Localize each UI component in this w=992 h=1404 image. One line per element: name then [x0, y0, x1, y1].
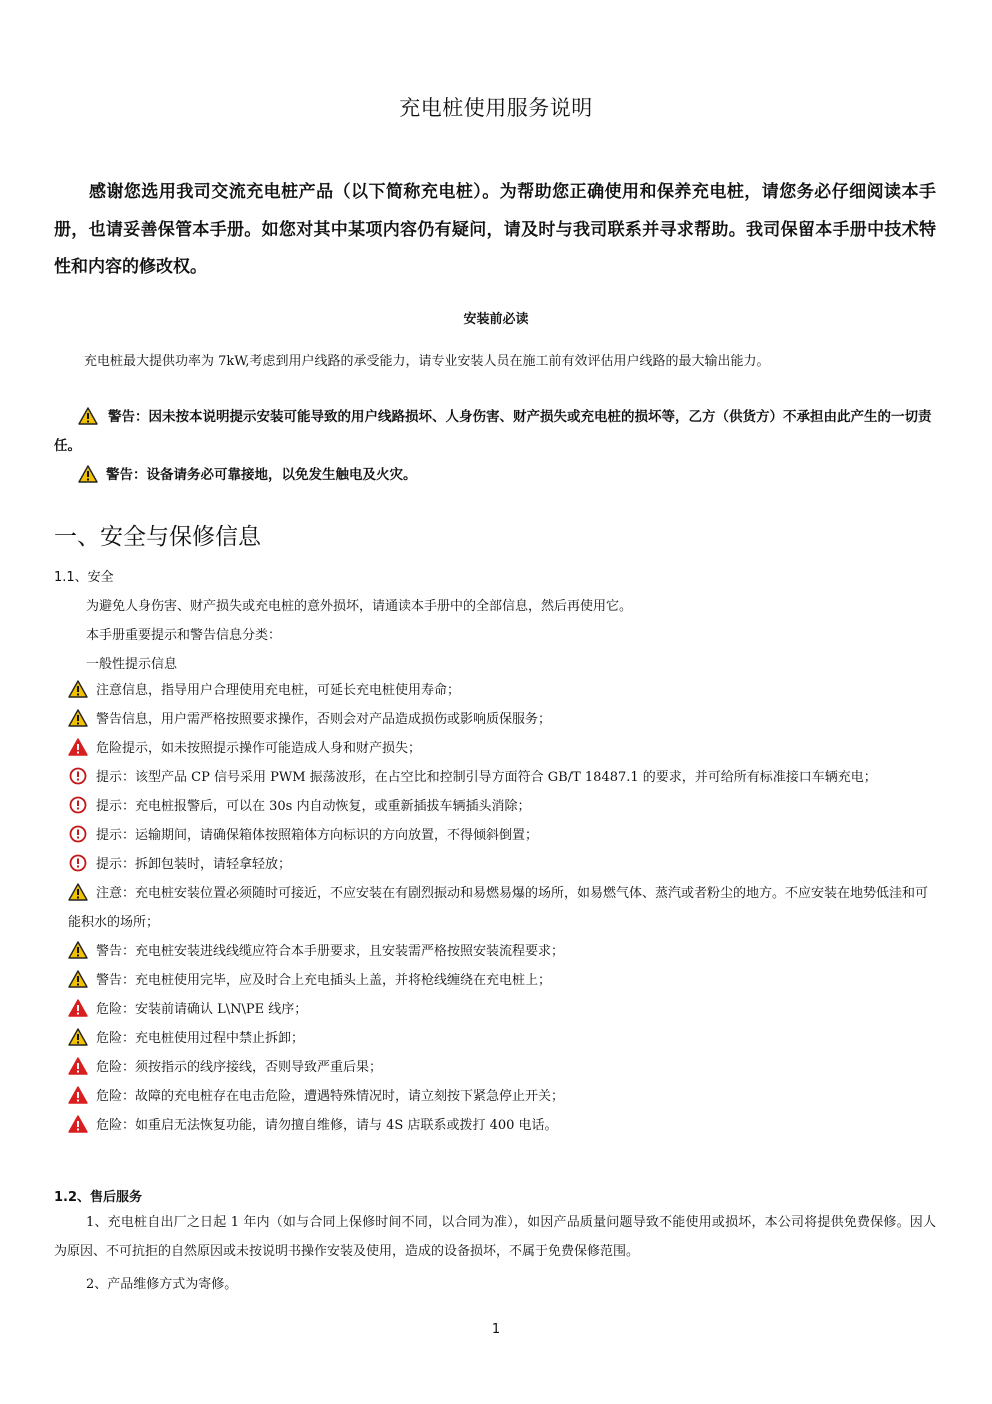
- safety-item-text: 警告：充电桩使用完毕，应及时合上充电插头上盖，并将枪线缠绕在充电桩上；: [96, 973, 552, 988]
- safety-item-text: 危险：安装前请确认 L\N\PE 线序；: [96, 1002, 308, 1017]
- after-sales-paragraph-1: 1、充电桩自出厂之日起 1 年内（如与合同上保修时间不同，以合同为准），如因产品质量问题导致不能使用或损坏，本公司将提供免费保修。因人为原因、不可抗拒的自然原因或未按说明书操作安装及使用，造成的设备损坏，不属于免费保修范围。: [54, 1215, 936, 1259]
- danger-triangle-icon: [68, 999, 88, 1017]
- safety-item: [68, 1111, 936, 1140]
- safety-item: [68, 850, 936, 879]
- subsection-heading-after-sales: 1.2、售后服务: [54, 1190, 143, 1205]
- safety-item-text: 提示：运输期间，请确保箱体按照箱体方向标识的方向放置，不得倾斜倒置；: [96, 828, 539, 843]
- safety-item-text: 注意：充电桩安装位置必须随时可接近，不应安装在有剧烈振动和易燃易爆的场所，如易燃气体、蒸汽或者粉尘的地方。不应安装在地势低洼和可能积水的场所；: [68, 886, 929, 930]
- safety-item: [68, 966, 936, 995]
- safety-classification-text: 本手册重要提示和警告信息分类：: [86, 628, 282, 643]
- safety-item: [68, 705, 936, 734]
- intro-paragraph: 感谢您选用我司交流充电桩产品（以下简称充电桩）。为帮助您正确使用和保养充电桩，请您务必仔细阅读本手册，也请妥善保管本手册。如您对其中某项内容仍有疑问，请及时与我司联系并寻求帮助。我司保留本手册中技术特性和内容的修改权。: [54, 182, 936, 277]
- alert-circle-icon: [68, 854, 88, 872]
- safety-item-text: 危险：充电桩使用过程中禁止拆卸；: [96, 1031, 305, 1046]
- safety-item: [68, 937, 936, 966]
- safety-item-text: 提示：拆卸包装时，请轻拿轻放；: [96, 857, 292, 872]
- safety-item: [68, 1024, 936, 1053]
- safety-item: [68, 676, 936, 705]
- danger-triangle-icon: [68, 1115, 88, 1133]
- warning-triangle-icon: [68, 883, 88, 901]
- safety-item: [68, 995, 936, 1024]
- pre-install-heading: 安装前必读: [463, 312, 529, 327]
- warning-triangle-icon: [78, 465, 98, 483]
- section-heading: 一、安全与保修信息: [54, 524, 261, 550]
- safety-item-text: 警告信息，用户需严格按照要求操作，否则会对产品造成损伤或影响质保服务；: [96, 712, 552, 727]
- danger-triangle-icon: [68, 1057, 88, 1075]
- pre-install-warning-2: 警告：设备请务必可靠接地，以免发生触电及火灾。: [78, 461, 417, 490]
- general-tips-text: 一般性提示信息: [86, 657, 178, 672]
- alert-circle-icon: [68, 796, 88, 814]
- warning-triangle-icon: [68, 680, 88, 698]
- safety-items-list: [68, 676, 936, 1140]
- warning-triangle-icon: [68, 970, 88, 988]
- warning-triangle-icon: [68, 709, 88, 727]
- warning-triangle-icon: [68, 941, 88, 959]
- page-number: 1: [491, 1322, 501, 1337]
- warning-triangle-icon: [78, 407, 98, 425]
- safety-item: [68, 1082, 936, 1111]
- after-sales-paragraph-2: 2、产品维修方式为寄修。: [86, 1277, 238, 1292]
- safety-item-text: 危险：故障的充电桩存在电击危险，遭遇特殊情况时，请立刻按下紧急停止开关；: [96, 1089, 565, 1104]
- safety-item-text: 提示：该型产品 CP 信号采用 PWM 振荡波形，在占空比和控制引导方面符合 GB/T 18487.1 的要求，并可给所有标准接口车辆充电；: [96, 770, 877, 785]
- safety-item-text: 注意信息，指导用户合理使用充电桩，可延长充电桩使用寿命；: [96, 683, 461, 698]
- safety-item: [68, 734, 936, 763]
- danger-triangle-icon: [68, 1086, 88, 1104]
- safety-item-text: 提示：充电桩报警后，可以在 30s 内自动恢复，或重新插拔车辆插头消除；: [96, 799, 531, 814]
- pre-install-warning-1: 警告：因未按本说明提示安装可能导致的用户线路损坏、人身伤害、财产损失或充电桩的损坏等，乙方（供货方）不承担由此产生的一切责任。: [54, 409, 932, 454]
- alert-circle-icon: [68, 767, 88, 785]
- warning-triangle-icon: [68, 1028, 88, 1046]
- safety-item-text: 警告：充电桩安装进线线缆应符合本手册要求，且安装需严格按照安装流程要求；: [96, 944, 565, 959]
- safety-paragraph: 为避免人身伤害、财产损失或充电桩的意外损坏，请通读本手册中的全部信息，然后再使用它。: [86, 599, 633, 614]
- safety-item-text: 危险：须按指示的线序接线，否则导致严重后果；: [96, 1060, 383, 1075]
- pre-install-text: 充电桩最大提供功率为 7kW,考虑到用户线路的承受能力，请专业安装人员在施工前有效评估用户线路的最大输出能力。: [84, 354, 770, 369]
- danger-triangle-icon: [68, 738, 88, 756]
- safety-item: [68, 763, 936, 792]
- document-title: 充电桩使用服务说明: [399, 96, 593, 120]
- safety-item: [68, 879, 936, 937]
- alert-circle-icon: [68, 825, 88, 843]
- subsection-heading-safety: 1.1、安全: [54, 570, 114, 585]
- safety-item: [68, 1053, 936, 1082]
- safety-item-text: 危险：如重启无法恢复功能，请勿擅自维修，请与 4S 店联系或拨打 400 电话。: [96, 1118, 558, 1133]
- safety-item: [68, 821, 936, 850]
- safety-item: [68, 792, 936, 821]
- safety-item-text: 危险提示，如未按照提示操作可能造成人身和财产损失；: [96, 741, 422, 756]
